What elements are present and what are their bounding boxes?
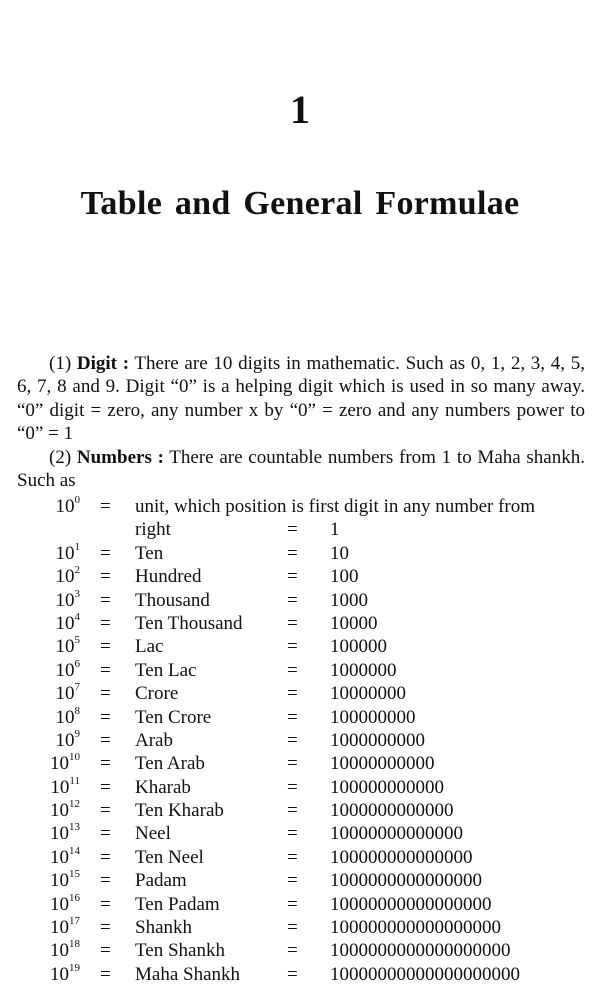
table-row [0,589,600,612]
equals-sign: = [100,753,111,775]
table-row [0,963,600,986]
equals-sign: = [100,589,111,611]
number-name: Thousand [135,589,210,611]
number-value: 100000000000000 [330,846,473,868]
number-value: 10000000000000000 [330,893,492,915]
number-name: Ten Kharab [135,800,224,822]
power-exponent: 16 [69,891,80,904]
number-name: Ten Crore [135,706,212,728]
number-name: Crore [135,683,179,705]
equals-sign: = [287,519,298,541]
number-value: 100000000000 [330,776,444,798]
number-value: 1000 [330,589,368,611]
number-name-continued: right [135,519,171,541]
powers-of-ten-table [0,495,600,986]
equals-sign: = [287,870,298,892]
power-exponent: 0 [74,494,80,506]
table-row [0,822,600,845]
equals-sign: = [100,612,111,634]
number-value: 100000000000000000 [330,917,501,939]
power-exponent: 3 [74,587,80,600]
power [56,682,81,705]
power-exponent: 11 [69,774,80,787]
equals-sign: = [100,542,111,564]
number-name: Ten Padam [135,893,220,915]
power [56,589,81,612]
equals-sign: = [100,893,111,915]
power [50,822,80,845]
equals-sign: = [287,846,298,868]
paragraph-numbers [17,446,585,493]
equals-sign: = [287,636,298,658]
power [50,752,80,775]
power [50,846,80,869]
power-base: 10 [50,800,69,822]
number-value: 1 [330,519,340,541]
paragraph-prefix: (2) [49,447,77,468]
paragraph-prefix: (1) [49,353,77,374]
power-exponent: 13 [69,821,80,834]
number-name: Hundred [135,566,202,588]
equals-sign: = [100,683,111,705]
power-exponent: 12 [69,798,80,811]
power-base: 10 [50,917,69,939]
equals-sign: = [100,917,111,939]
equals-sign: = [287,893,298,915]
number-value: 10 [330,542,349,564]
power-base: 10 [55,683,75,705]
power [56,659,81,682]
power [56,612,81,635]
paragraph-digit [17,352,585,446]
power-base: 10 [50,940,69,962]
table-row [0,846,600,869]
paragraph-term: Digit : [76,353,130,374]
equals-sign: = [287,683,298,705]
number-name: Padam [135,870,187,892]
number-name: Ten Shankh [135,940,225,962]
equals-sign: = [287,589,298,611]
number-name: Maha Shankh [135,963,241,985]
number-name: Ten Neel [135,846,204,868]
table-row-continuation [0,518,600,541]
power-exponent: 8 [74,704,80,717]
number-name: Neel [135,823,171,845]
power-base: 10 [50,870,69,892]
number-name: Ten [135,542,164,564]
equals-sign: = [287,917,298,939]
equals-sign: = [100,963,111,985]
number-value: 1000000 [330,659,397,681]
equals-sign: = [287,940,298,962]
equals-sign: = [287,566,298,588]
table-row [0,682,600,705]
power-exponent: 6 [74,657,80,670]
power-base: 10 [50,776,70,798]
power [56,706,81,729]
number-value: 1000000000000 [330,800,454,822]
table-row [0,752,600,775]
power-exponent: 18 [69,938,80,951]
number-name: Arab [135,729,173,751]
equals-sign: = [100,496,111,517]
table-row [0,939,600,962]
table-row [0,869,600,892]
number-name: Ten Lac [135,659,197,681]
equals-sign: = [287,729,298,751]
power-exponent: 2 [74,564,80,577]
power-base: 10 [55,659,75,681]
number-value: 100 [330,566,359,588]
power [56,542,81,565]
number-value: 1000000000000000 [330,870,482,892]
table-row [0,706,600,729]
table-row [0,893,600,916]
table-row [0,635,600,658]
equals-sign: = [287,776,298,798]
paragraph-text: There are countable numbers from 1 to Maha shankh. Such as [17,447,585,492]
equals-sign: = [287,800,298,822]
power-base: 10 [55,566,75,588]
table-row [0,916,600,939]
table-row [0,659,600,682]
number-value: 10000000000000000000 [330,963,520,985]
equals-sign: = [100,636,111,658]
power [50,869,80,892]
power-exponent: 4 [74,610,80,623]
table-row [0,612,600,635]
table-row [0,565,600,588]
number-name: unit, which position is first digit in any number from [135,496,536,517]
power-base: 10 [55,706,75,728]
power-exponent: 5 [74,634,80,647]
power-base: 10 [55,542,75,564]
power-base: 10 [50,893,69,915]
power-base: 10 [55,496,75,517]
number-name: Ten Thousand [135,612,243,634]
equals-sign: = [100,940,111,962]
power-exponent: 14 [69,844,80,857]
table-row [0,799,600,822]
equals-sign: = [287,753,298,775]
power-base: 10 [50,753,69,775]
power-base: 10 [50,846,69,868]
power [56,565,81,588]
number-name: Ten Arab [135,753,205,775]
power-base: 10 [55,589,75,611]
power-exponent: 7 [74,681,80,694]
table-row [0,542,600,565]
equals-sign: = [100,823,111,845]
number-name: Lac [135,636,164,658]
table-row [0,776,600,799]
number-value: 10000000000000 [330,823,463,845]
equals-sign: = [100,729,111,751]
power [50,939,80,962]
chapter-number: 1 [290,87,310,132]
equals-sign: = [100,706,111,728]
power-base: 10 [50,823,69,845]
power [56,495,81,518]
number-value: 100000000 [330,706,416,728]
power-exponent: 19 [69,961,80,974]
power [56,729,81,752]
number-value: 1000000000000000000 [330,940,511,962]
number-value: 100000 [330,636,387,658]
power-exponent: 15 [69,868,80,881]
power-exponent: 9 [74,727,80,740]
table-row [0,729,600,752]
power [56,635,81,658]
power [50,799,80,822]
power-exponent: 1 [74,540,80,553]
paragraph-term: Numbers : [76,447,164,468]
power-base: 10 [55,636,75,658]
number-value: 10000000000 [330,753,435,775]
power-exponent: 10 [69,751,80,764]
paragraph-text: There are 10 digits in mathematic. Such as 0, 1, 2, 3, 4, 5, 6, 7, 8 and 9. Digit “0” is a helping digit which is used in so many away. “0” digit = zero, any number x by “0” = zero and any numbers power to “0” = 1 [17,353,585,445]
equals-sign: = [287,542,298,564]
number-name: Kharab [135,776,191,798]
equals-sign: = [100,659,111,681]
power [50,893,80,916]
power-base: 10 [55,612,75,634]
equals-sign: = [100,846,111,868]
number-name: Shankh [135,917,192,939]
power [50,776,80,799]
equals-sign: = [287,706,298,728]
equals-sign: = [287,823,298,845]
power [50,916,80,939]
power-base: 10 [50,963,69,985]
equals-sign: = [287,963,298,985]
equals-sign: = [287,659,298,681]
chapter-title: Table and General Formulae [80,185,520,222]
number-value: 10000 [330,612,378,634]
equals-sign: = [100,800,111,822]
equals-sign: = [287,612,298,634]
table-row [0,495,600,518]
number-value: 1000000000 [330,729,425,751]
equals-sign: = [100,566,111,588]
equals-sign: = [100,776,111,798]
power-exponent: 17 [69,915,80,928]
number-value: 10000000 [330,683,406,705]
power-base: 10 [55,729,75,751]
power [50,963,80,986]
equals-sign: = [100,870,111,892]
